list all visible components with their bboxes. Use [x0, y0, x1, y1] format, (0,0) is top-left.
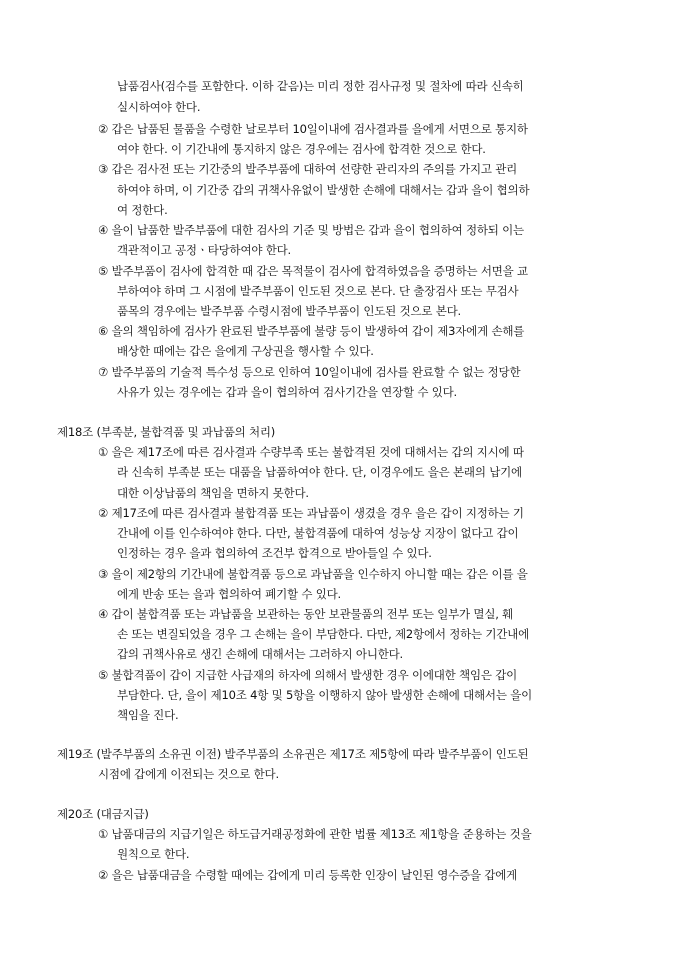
item-number: ④ — [98, 607, 109, 621]
item-continuation: 부하여야 하며 그 시점에 발주부품이 인도된 것으로 본다. 단 출장검사 또는 무검사 — [117, 284, 519, 298]
article-18-title: 제18조 (부족분, 불합격품 및 과납품의 처리) — [57, 425, 276, 439]
item-number: ③ — [98, 162, 109, 176]
paragraph-line: 실시하여야 한다. — [117, 100, 201, 114]
item-number: ② — [98, 868, 109, 882]
item-number: ② — [98, 506, 109, 520]
article-18-item-4 — [98, 605, 513, 623]
item-text: 발주부품의 기술적 특수성 등으로 인하여 10일이내에 검사를 완료할 수 없는 정당한 — [111, 365, 521, 379]
article-18-item-3 — [98, 565, 528, 583]
article-17-item-3 — [98, 160, 517, 178]
item-continuation: 부담한다. 단, 을이 제10조 4항 및 5항을 이행하지 않아 발생한 손해에 대해서는 을이 — [117, 688, 533, 702]
item-continuation: 배상한 때에는 갑은 을에게 구상권을 행사할 수 있다. — [117, 344, 374, 358]
item-number: ⑤ — [98, 264, 109, 278]
item-number: ⑥ — [98, 324, 109, 338]
item-text: 불합격품이 갑이 지급한 사급재의 하자에 의해서 발생한 경우 이에대한 책임은 갑이 — [111, 668, 518, 682]
article-18-item-5 — [98, 666, 517, 684]
item-continuation: 객관적이고 공정ㆍ타당하여야 한다. — [117, 243, 291, 257]
item-text: 을은 제17조에 따른 검사결과 수량부족 또는 불합격된 것에 대해서는 갑의 지시에 따 — [111, 445, 524, 459]
item-text: 을은 납품대금을 수령할 때에는 갑에게 미리 등록한 인장이 날인된 영수증을 갑에게 — [111, 868, 518, 882]
item-continuation: 대한 이상납품의 책임을 면하지 못한다. — [117, 486, 309, 500]
article-20-title: 제20조 (대금지급) — [57, 807, 149, 821]
item-continuation: 간내에 이를 인수하여야 한다. 다만, 불합격품에 대하여 성능상 지장이 없다고 갑이 — [117, 526, 519, 540]
article-17-item-6 — [98, 322, 524, 340]
item-text: 제17조에 따른 검사결과 불합격품 또는 과납품이 생겼을 경우 을은 갑이 지정하는 기 — [111, 506, 524, 520]
item-continuation: 원칙으로 한다. — [117, 847, 190, 861]
article-20-item-2 — [98, 866, 517, 884]
item-text: 갑은 납품된 물품을 수령한 날로부터 10일이내에 검사결과를 을에게 서면으로 통지하 — [111, 122, 528, 136]
item-continuation: 사유가 있는 경우에는 갑과 을이 협의하여 검사기간을 연장할 수 있다. — [117, 385, 458, 399]
item-text: 을이 제2항의 기간내에 불합격품 등으로 과납품을 인수하지 아니할 때는 갑은 이를 을 — [111, 567, 528, 581]
item-text: 갑은 검사전 또는 기간중의 발주부품에 대하여 선량한 관리자의 주의를 가지고 관리 — [111, 162, 518, 176]
item-continuation: 손 또는 변질되었을 경우 그 손해는 을이 부담한다. 다만, 제2항에서 정하는 기간내에 — [117, 627, 530, 641]
article-18-item-2 — [98, 504, 524, 522]
item-number: ② — [98, 122, 109, 136]
article-17-item-2 — [98, 120, 528, 138]
item-continuation: 하여야 하며, 이 기간중 갑의 귀책사유없이 발생한 손해에 대해서는 갑과 을이 협의하 — [117, 183, 530, 197]
article-17-item-5 — [98, 262, 528, 280]
item-continuation: 여 정한다. — [117, 203, 168, 217]
item-number: ① — [98, 827, 109, 841]
item-continuation: 라 신속히 부족분 또는 대품을 납품하여야 한다. 단, 이경우에도 을은 본래의 납기에 — [117, 465, 522, 479]
item-number: ⑦ — [98, 365, 109, 379]
item-text: 갑이 불합격품 또는 과납품을 보관하는 동안 보관물품의 전부 또는 일부가 멸실, 훼 — [111, 607, 514, 621]
item-number: ⑤ — [98, 668, 109, 682]
article-20-item-1 — [98, 825, 532, 843]
item-text: 발주부품이 검사에 합격한 때 갑은 목적물이 검사에 합격하였음을 증명하는 서면을 교 — [111, 264, 528, 278]
article-17-item-4 — [98, 221, 524, 239]
item-text: 을이 납품한 발주부품에 대한 검사의 기준 및 방법은 갑과 을이 협의하여 정하되 이는 — [111, 223, 524, 237]
item-continuation: 품목의 경우에는 발주부품 수령시점에 발주부품이 인도된 것으로 본다. — [117, 304, 462, 318]
item-text: 납품대금의 지급기일은 하도급거래공정화에 관한 법률 제13조 제1항을 준용하는 것을 — [111, 827, 532, 841]
paragraph-line: 납품검사(검수를 포함한다. 이하 같음)는 미리 정한 검사규정 및 절차에 따라 신속히 — [117, 79, 524, 93]
article-19-continuation: 시점에 갑에게 이전되는 것으로 한다. — [98, 767, 279, 781]
item-continuation: 갑의 귀책사유로 생긴 손해에 대해서는 그러하지 아니한다. — [117, 647, 404, 661]
item-number: ④ — [98, 223, 109, 237]
item-continuation: 여야 한다. 이 기간내에 통지하지 않은 경우에는 검사에 합격한 것으로 한다. — [117, 142, 486, 156]
item-text: 을의 책임하에 검사가 완료된 발주부품에 불량 등이 발생하여 갑이 제3자에게 손해를 — [111, 324, 525, 338]
item-continuation: 인정하는 경우 을과 협의하여 조건부 합격으로 받아들일 수 있다. — [117, 546, 432, 560]
item-continuation: 책임을 진다. — [117, 708, 179, 722]
item-number: ① — [98, 445, 109, 459]
article-19-text: 제19조 (발주부품의 소유권 이전) 발주부품의 소유권은 제17조 제5항에 따라 발주부품이 인도된 — [57, 747, 529, 761]
article-18-item-1 — [98, 443, 524, 461]
item-continuation: 에게 반송 또는 을과 협의하여 폐기할 수 있다. — [117, 587, 342, 601]
article-17-item-7 — [98, 363, 520, 381]
item-number: ③ — [98, 567, 109, 581]
